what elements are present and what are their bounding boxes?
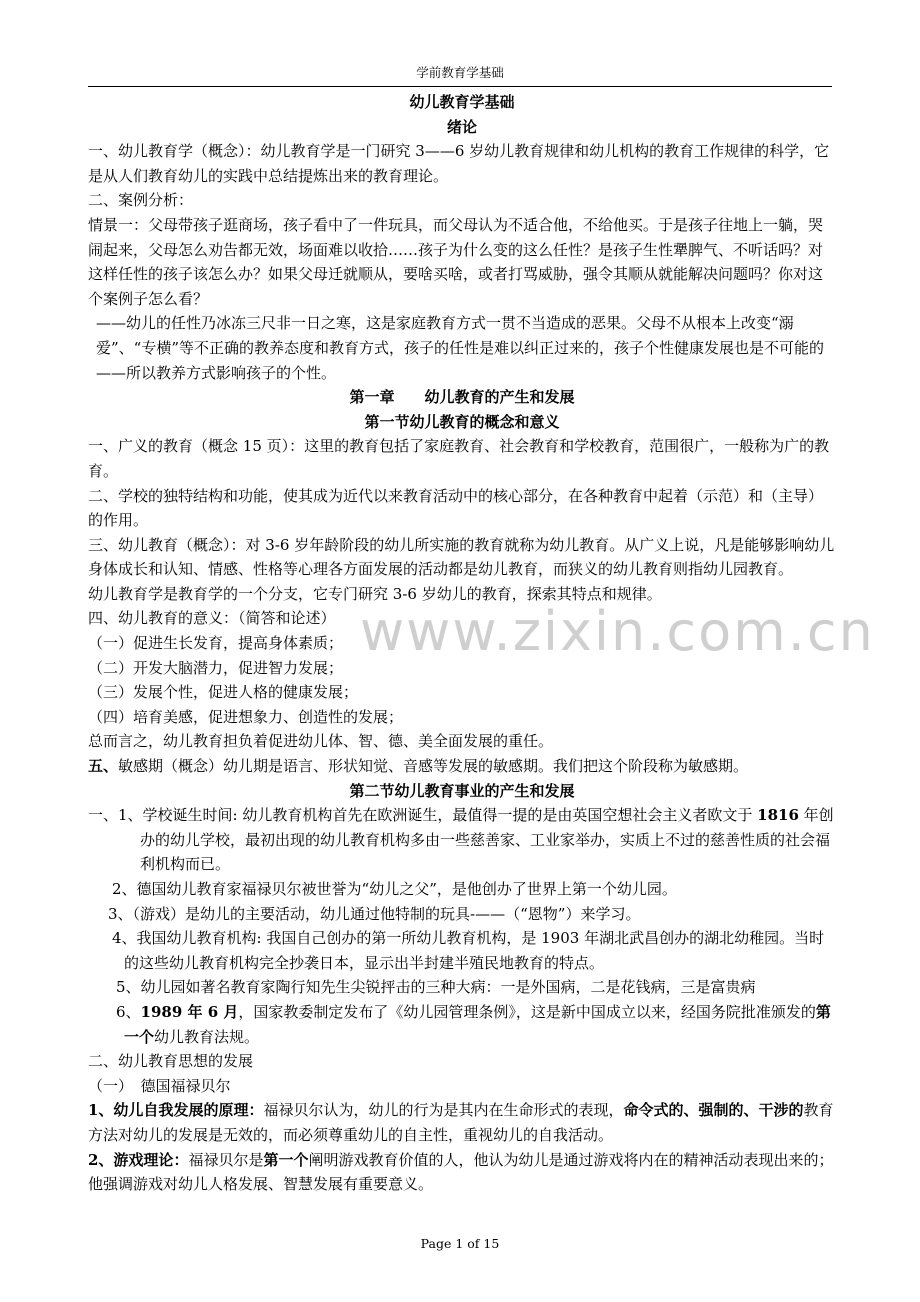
text-run: 福禄贝尔认为，幼儿的行为是其内在生命形式的表现， bbox=[263, 1101, 624, 1120]
list-item: 5、幼儿园如著名教育家陶行知先生尖锐抨击的三种大病：一是外国病，二是花钱病，三是富贵病 bbox=[116, 978, 756, 997]
paragraph bbox=[88, 1148, 836, 1197]
bold-text: 1816 bbox=[757, 806, 799, 825]
bold-text: 第一个 bbox=[124, 1002, 831, 1046]
section-title: 第二节幼儿教育事业的产生和发展 bbox=[349, 781, 575, 800]
list-item: 4、我国幼儿教育机构: 我国自己创办的第一所幼儿教育机构，是 1903 年湖北武昌创办的湖北幼稚园。当时的这些幼儿教育机构完全抄袭日本，显示出半封建半殖民地教育的特点。 bbox=[112, 929, 825, 972]
watermark: www.zixin.com.cn bbox=[360, 600, 875, 663]
document-body bbox=[88, 90, 836, 1197]
paragraph: 一、广义的教育（概念 15 页）：这里的教育包括了家庭教育、社会教育和学校教育，范围很广，一般称为广的教育。 bbox=[88, 437, 830, 480]
chapter-title: 第一章 幼儿教育的产生和发展 bbox=[349, 388, 575, 407]
list-item: （二）开发大脑潜力，促进智力发展； bbox=[88, 658, 344, 677]
section-title: 第一节幼儿教育的概念和意义 bbox=[364, 412, 560, 431]
text-run: 幼儿教育法规。 bbox=[154, 1027, 260, 1046]
paragraph: 总而言之，幼儿教育担负着促进幼儿体、智、德、美全面发展的重任。 bbox=[88, 732, 554, 751]
document-title: 幼儿教育学基础 bbox=[409, 93, 515, 111]
paragraph: （一） 德国福禄贝尔 bbox=[88, 1076, 231, 1095]
text-run: ，国家教委制定发布了《幼儿园管理条例》，这是新中国成立以来，经国务院批准颁发的 bbox=[238, 1002, 816, 1021]
bold-text: 1989 年 6 月 bbox=[140, 1002, 239, 1021]
bold-text: 2、游戏理论： bbox=[88, 1150, 189, 1169]
list-item bbox=[88, 1000, 836, 1049]
paragraph: 二、案例分析： bbox=[88, 191, 194, 210]
intro-title: 绪论 bbox=[446, 117, 477, 136]
list-item: （四）培育美感，促进想象力、创造性的发展； bbox=[88, 707, 404, 726]
paragraph: ——幼儿的任性乃冰冻三尺非一日之寒，这是家庭教育方式一贯不当造成的恶果。父母不从根本上改变“溺爱”、“专横”等不正确的教养态度和教育方式，孩子的任性是难以纠正过来的，孩子个性健康发展也是不可能的——所以教养方式影响孩子的个性。 bbox=[96, 314, 825, 382]
paragraph: 四、幼儿教育的意义：（简答和论述） bbox=[88, 609, 336, 628]
paragraph: 一、幼儿教育学（概念）：幼儿教育学是一门研究 3——6 岁幼儿教育规律和幼儿机构的教育工作规律的科学，它是从人们教育幼儿的实践中总结提炼出来的教育理论。 bbox=[88, 142, 830, 185]
paragraph: 情景一：父母带孩子逛商场，孩子看中了一件玩具，而父母认为不适合他，不给他买。于是孩子往地上一躺，哭闹起来，父母怎么劝告都无效，场面难以收拾……孩子为什么变的这么任性？是孩子生性犟脾气、不听话吗？对这样任性的孩子该怎么办？如果父母迁就顺从，要啥买啥，或者打骂威胁，强令其顺从就能解决问题吗？你对这个案例子怎么看？ bbox=[88, 215, 824, 308]
text-run: 敏感期（概念）幼儿期是语言、形状知觉、音感等发展的敏感期。我们把这个阶段称为敏感期。 bbox=[118, 757, 749, 776]
paragraph: 二、学校的独特结构和功能，使其成为近代以来教育活动中的核心部分，在各种教育中起着（示范）和（主导）的作用。 bbox=[88, 486, 824, 530]
bold-text: 命令式的、强制的、干涉的 bbox=[623, 1101, 804, 1120]
bold-text: 1、幼儿自我发展的原理： bbox=[88, 1101, 264, 1120]
list-item: 2、德国幼儿教育家福禄贝尔被世誉为“幼儿之父”，是他创办了世界上第一个幼儿园。 bbox=[112, 880, 677, 898]
paragraph bbox=[88, 754, 836, 779]
bold-text: 五、 bbox=[88, 757, 119, 776]
page-header: 学前教育学基础 bbox=[88, 62, 832, 87]
list-item: （三）发展个性，促进人格的健康发展； bbox=[88, 683, 359, 702]
text-run: 福禄贝尔是 bbox=[188, 1150, 264, 1169]
paragraph: 二、幼儿教育思想的发展 bbox=[88, 1052, 254, 1071]
text-run: 阐明游戏教育价值的人，他认为幼儿是通过游戏将内在的精神活动表现出来的；他强调游戏对幼儿人格发展、智慧发展有重要意义。 bbox=[88, 1150, 834, 1194]
bold-text: 第一个 bbox=[263, 1150, 309, 1169]
list-item bbox=[88, 803, 836, 877]
paragraph: 三、幼儿教育（概念）：对 3-6 岁年龄阶段的幼儿所实施的教育就称为幼儿教育。从广义上说，凡是能够影响幼儿身体成长和认知、情感、性格等心理各方面发展的活动都是幼儿教育，而狭义的幼儿教育则指幼儿园教育。 bbox=[88, 535, 835, 579]
list-item: 3、（游戏）是幼儿的主要活动，幼儿通过他特制的玩具-——（“恩物”）来学习。 bbox=[108, 904, 641, 923]
text-run: 一、1、学校诞生时间: 幼儿教育机构首先在欧洲诞生，最值得一提的是由英国空想社会主义者欧文于 bbox=[88, 806, 758, 825]
list-item: （一）促进生长发育，提高身体素质； bbox=[88, 634, 344, 653]
paragraph: 幼儿教育学是教育学的一个分支，它专门研究 3-6 岁幼儿的教育，探索其特点和规律。 bbox=[88, 584, 662, 603]
text-run: 年创办的幼儿学校，最初出现的幼儿教育机构多由一些慈善家、工业家举办，实质上不过的慈善性质的社会福利机构而已。 bbox=[140, 806, 834, 874]
page-footer: Page 1 of 15 bbox=[420, 1236, 500, 1251]
text-run: 6、 bbox=[116, 1002, 141, 1021]
text-run: 教育方法对幼儿的发展是无效的，而必须尊重幼儿的自主性，重视幼儿的自我活动。 bbox=[88, 1101, 834, 1144]
paragraph bbox=[88, 1098, 836, 1147]
